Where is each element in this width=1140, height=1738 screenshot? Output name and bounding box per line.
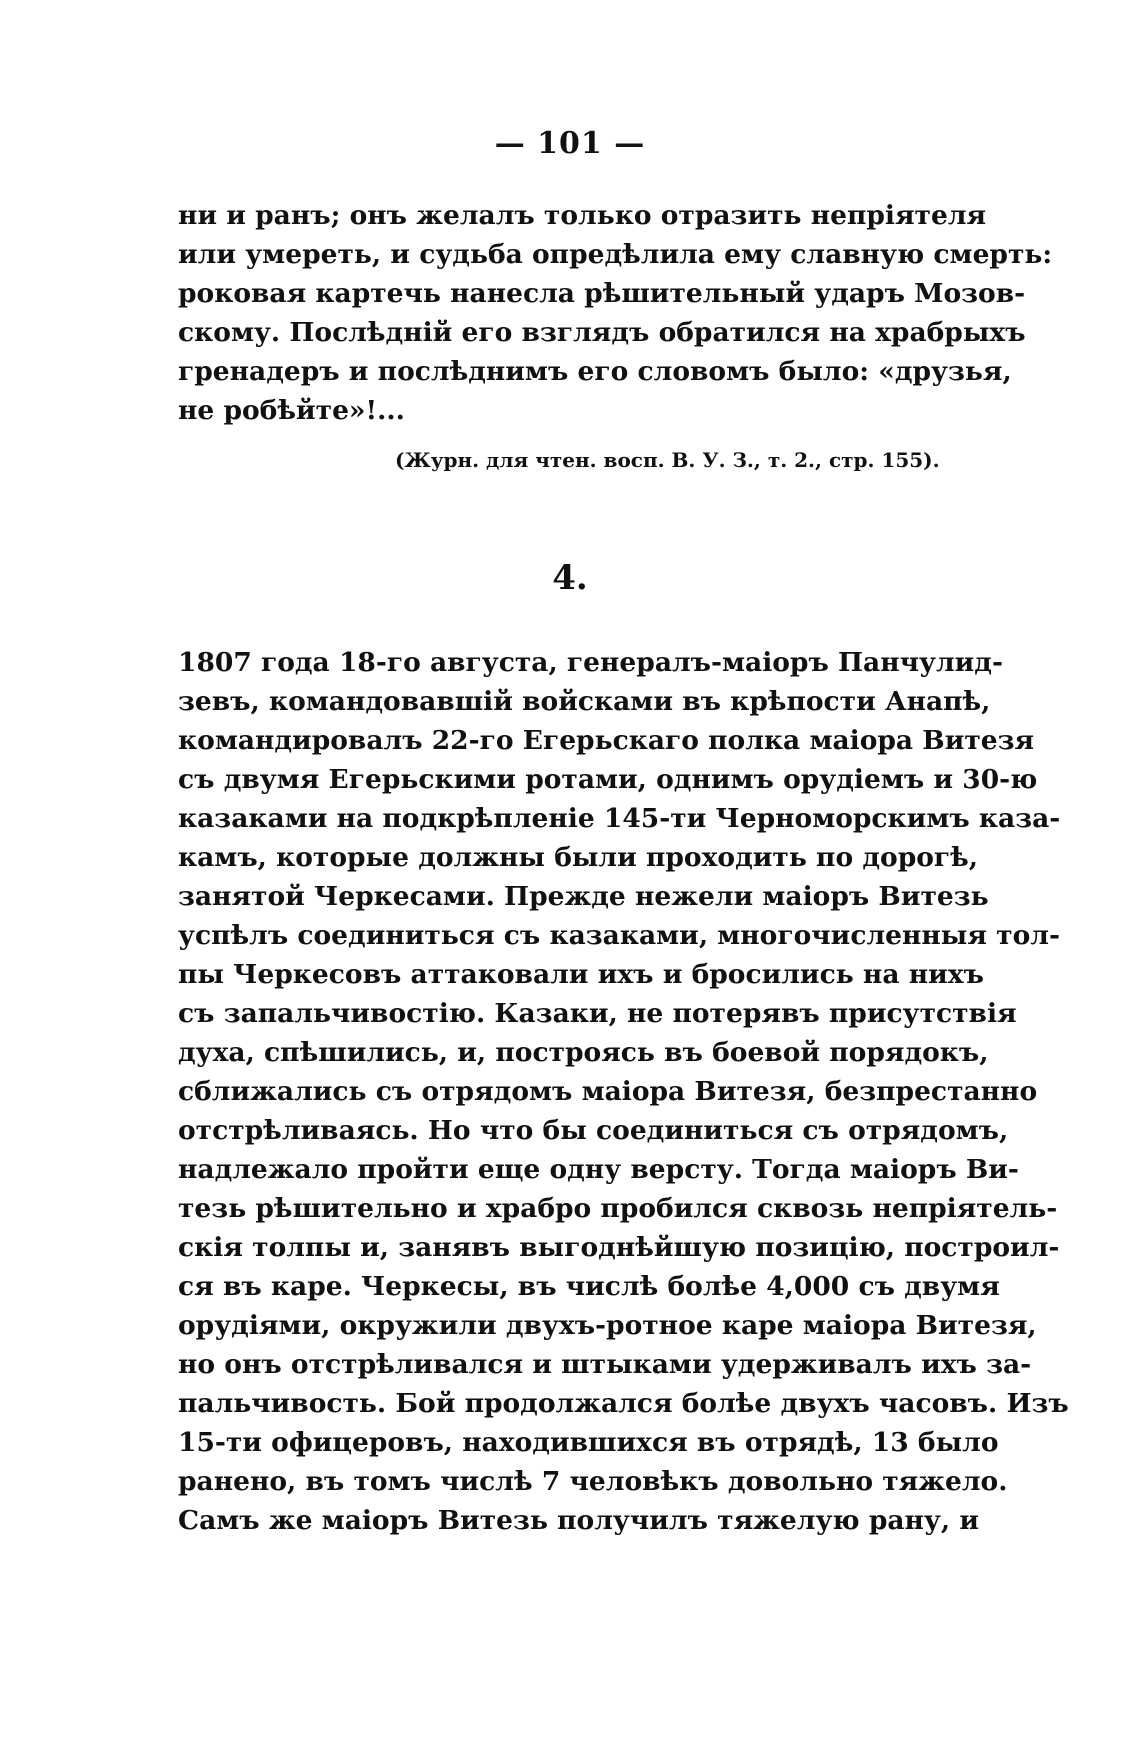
text-line: отстрѣливаясь. Но что бы соединиться съ отрядомъ, (178, 1115, 1009, 1146)
paragraph-1 (178, 196, 1053, 430)
text-line: ранено, въ томъ числѣ 7 человѣкъ довольно тяжело. (178, 1466, 1008, 1497)
text-line: пальчивость. Бой продолжался болѣе двухъ часовъ. Изъ (178, 1388, 1069, 1419)
text-line: не робѣйте»!... (178, 395, 405, 426)
text-line: или умереть, и судьба опредѣлила ему славную смерть: (178, 239, 1053, 270)
text-line: 15-ти офицеровъ, находившихся въ отрядѣ, 13 было (178, 1427, 999, 1458)
text-line: 1807 года 18-го августа, генералъ-маіоръ Панчулид- (178, 647, 1003, 678)
page-number: — 101 — (494, 126, 646, 161)
text-line: занятой Черкесами. Прежде нежели маіоръ Витезь (178, 881, 989, 912)
text-line: гренадеръ и послѣднимъ его словомъ было: «друзья, (178, 356, 1012, 387)
text-line: съ двумя Егерьскими ротами, однимъ орудіемъ и 30-ю (178, 764, 1038, 795)
text-line: роковая картечь нанесла рѣшительный ударъ Мозов- (178, 278, 1026, 309)
text-line: казаками на подкрѣпленіе 145-ти Черноморскимъ каза- (178, 803, 1061, 834)
paragraph-2 (178, 643, 1069, 1540)
text-line: зевъ, командовавшій войсками въ крѣпости Анапѣ, (178, 686, 991, 717)
text-line: съ запальчивостію. Казаки, не потерявъ присутствія (178, 998, 1017, 1029)
text-line: надлежало пройти еще одну версту. Тогда маіоръ Ви- (178, 1154, 1019, 1185)
text-line: успѣлъ соединиться съ казаками, многочисленныя тол- (178, 920, 1060, 951)
text-line: сближались съ отрядомъ маіора Витезя, безпрестанно (178, 1076, 1038, 1107)
text-line: орудіями, окружили двухъ-ротное каре маіора Витезя, (178, 1310, 1037, 1341)
text-line: Самъ же маіоръ Витезь получилъ тяжелую рану, и (178, 1505, 979, 1536)
text-line: ся въ каре. Черкесы, въ числѣ болѣе 4,000 съ двумя (178, 1271, 1000, 1302)
text-line: ни и ранъ; онъ желалъ только отразить непріятеля (178, 200, 987, 231)
section-number: 4. (552, 558, 588, 598)
text-line: тезь рѣшительно и храбро пробился сквозь непріятель- (178, 1193, 1058, 1224)
text-line: но онъ отстрѣливался и штыками удерживалъ ихъ за- (178, 1349, 1032, 1380)
text-line: командировалъ 22-го Егерьскаго полка маіора Витезя (178, 725, 1035, 756)
text-line: пы Черкесовъ аттаковали ихъ и бросились на нихъ (178, 959, 984, 990)
text-line: камъ, которые должны были проходить по дорогѣ, (178, 842, 978, 873)
text-line: скому. Послѣдній его взглядъ обратился на храбрыхъ (178, 317, 1026, 348)
citation: (Журн. для чтен. восп. В. У. З., т. 2., стр. 155). (395, 448, 940, 472)
text-line: скія толпы и, занявъ выгоднѣйшую позицію, построил- (178, 1232, 1060, 1263)
text-line: духа, спѣшились, и, построясь въ боевой порядокъ, (178, 1037, 989, 1068)
